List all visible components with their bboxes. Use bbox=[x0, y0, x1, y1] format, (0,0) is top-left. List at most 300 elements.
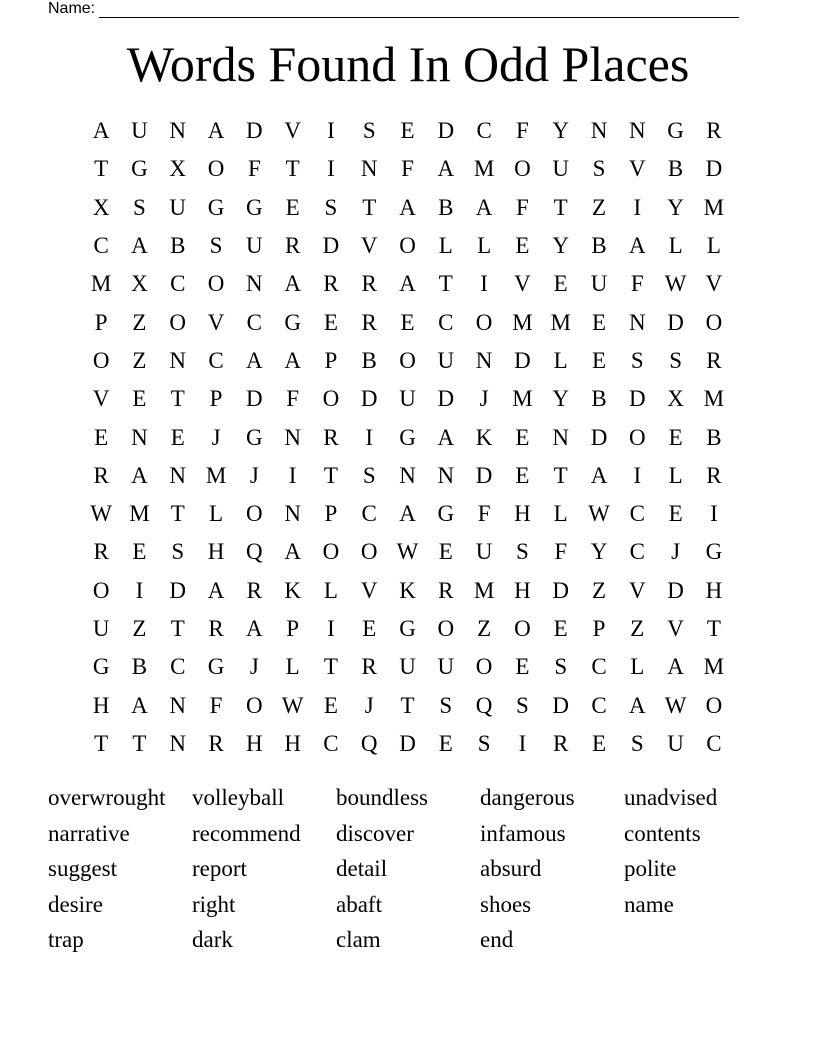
word-list-item: abaft bbox=[336, 891, 382, 917]
grid-cell: I bbox=[710, 501, 718, 527]
grid-cell: F bbox=[286, 386, 300, 412]
grid-cell: O bbox=[514, 156, 531, 182]
grid-cell: Z bbox=[477, 616, 492, 641]
grid-cell: I bbox=[480, 271, 488, 297]
word-list-item: shoes bbox=[480, 891, 532, 917]
grid-cell: C bbox=[706, 730, 722, 756]
grid-cell: A bbox=[131, 462, 148, 488]
grid-cell: W bbox=[664, 271, 687, 297]
grid-cell: T bbox=[170, 386, 185, 412]
page-title: Words Found In Odd Places bbox=[126, 36, 690, 92]
grid-cell: G bbox=[399, 616, 416, 641]
grid-cell: U bbox=[131, 118, 148, 144]
grid-cell: O bbox=[475, 309, 493, 335]
grid-cell: S bbox=[477, 730, 491, 756]
grid-cell: C bbox=[93, 233, 109, 259]
grid-cell: K bbox=[284, 577, 301, 603]
grid-cell: W bbox=[588, 501, 610, 527]
grid-cell: L bbox=[668, 233, 683, 259]
grid-cell: E bbox=[400, 309, 415, 335]
grid-cell: M bbox=[703, 386, 725, 412]
grid-cell: A bbox=[284, 347, 301, 373]
grid-cell: I bbox=[365, 424, 374, 450]
grid-cell: W bbox=[90, 501, 112, 527]
grid-cell: Y bbox=[590, 539, 608, 565]
grid-cell: G bbox=[705, 539, 723, 565]
grid-cell: R bbox=[361, 654, 377, 680]
grid-cell: N bbox=[169, 692, 187, 718]
grid-cell: R bbox=[208, 730, 224, 756]
name-field bbox=[48, 0, 739, 18]
grid-cell: F bbox=[401, 156, 414, 182]
grid-cell: P bbox=[209, 386, 223, 412]
grid-cell: N bbox=[552, 424, 570, 450]
grid-cell: L bbox=[477, 233, 492, 259]
grid-cell: L bbox=[323, 577, 338, 603]
grid-cell: G bbox=[207, 194, 225, 220]
grid-cell: L bbox=[438, 233, 453, 259]
grid-cell: R bbox=[706, 462, 722, 488]
grid-cell: L bbox=[668, 462, 683, 488]
grid-cell: T bbox=[362, 194, 377, 220]
grid-cell: O bbox=[207, 271, 225, 297]
grid-cell: V bbox=[705, 271, 723, 297]
grid-cell: L bbox=[630, 654, 645, 680]
grid-cell: U bbox=[246, 233, 263, 259]
grid-cell: E bbox=[515, 424, 530, 450]
grid-cell: A bbox=[399, 194, 416, 220]
grid-cell: A bbox=[246, 616, 263, 641]
grid-cell: L bbox=[706, 233, 721, 259]
grid-cell: R bbox=[93, 539, 109, 565]
grid-cell: Z bbox=[591, 577, 607, 603]
grid-cell: E bbox=[515, 233, 530, 259]
grid-cell: V bbox=[514, 271, 531, 297]
grid-cell: N bbox=[131, 424, 148, 450]
grid-cell: A bbox=[399, 501, 416, 527]
grid-cell: W bbox=[664, 692, 687, 718]
grid-cell: T bbox=[553, 194, 568, 220]
grid-cell: G bbox=[131, 156, 148, 182]
grid-cell: H bbox=[92, 692, 110, 718]
word-list-item: infamous bbox=[480, 820, 566, 846]
grid-cell: N bbox=[246, 271, 263, 297]
grid-cell: X bbox=[131, 271, 148, 297]
grid-cell: U bbox=[437, 347, 455, 373]
grid-cell: R bbox=[93, 462, 109, 488]
grid-cell: O bbox=[514, 616, 531, 641]
grid-cell: E bbox=[668, 424, 683, 450]
grid-cell: O bbox=[322, 386, 340, 412]
grid-cell: E bbox=[591, 730, 607, 756]
grid-cell: I bbox=[327, 118, 335, 144]
grid-cell: O bbox=[437, 616, 455, 641]
grid-cell: D bbox=[667, 577, 684, 603]
grid-cell: G bbox=[246, 424, 263, 450]
grid-cell: D bbox=[437, 118, 455, 144]
grid-cell: D bbox=[437, 386, 455, 412]
grid-cell: L bbox=[553, 347, 568, 373]
grid-cell: E bbox=[553, 271, 568, 297]
grid-cell: A bbox=[667, 654, 684, 680]
grid-cell: L bbox=[209, 501, 224, 527]
grid-cell: L bbox=[553, 501, 568, 527]
grid-cell: T bbox=[132, 730, 147, 756]
grid-cell: I bbox=[518, 730, 527, 756]
grid-cell: N bbox=[169, 118, 187, 144]
grid-cell: R bbox=[284, 233, 301, 259]
grid-cell: I bbox=[633, 462, 642, 488]
grid-cell: N bbox=[437, 462, 455, 488]
word-list-item: right bbox=[192, 891, 236, 917]
grid-cell: I bbox=[327, 156, 335, 182]
grid-cell: T bbox=[553, 462, 568, 488]
word-list-item: overwrought bbox=[48, 785, 166, 810]
grid-cell: I bbox=[135, 577, 144, 603]
word-list-item: suggest bbox=[48, 856, 117, 882]
grid-cell: J bbox=[364, 692, 374, 718]
grid-cell: O bbox=[92, 347, 110, 373]
word-list-item: desire bbox=[48, 891, 103, 917]
word-list-item: contents bbox=[624, 820, 701, 846]
grid-cell: O bbox=[360, 539, 378, 565]
grid-cell: A bbox=[437, 156, 455, 182]
word-list-item: dark bbox=[192, 927, 233, 953]
grid-cell: J bbox=[211, 424, 221, 450]
grid-cell: C bbox=[591, 692, 607, 718]
grid-cell: A bbox=[437, 424, 455, 450]
grid-cell: T bbox=[323, 462, 338, 488]
word-list-item: volleyball bbox=[192, 785, 284, 810]
word-list-item: absurd bbox=[480, 856, 542, 882]
grid-cell: S bbox=[669, 347, 682, 373]
grid-cell: Q bbox=[246, 539, 263, 565]
grid-cell: F bbox=[516, 194, 529, 220]
grid-cell: S bbox=[516, 539, 529, 565]
grid-cell: C bbox=[476, 118, 492, 144]
grid-cell: G bbox=[92, 654, 110, 680]
grid-cell: D bbox=[322, 233, 340, 259]
grid-cell: E bbox=[170, 424, 185, 450]
grid-cell: D bbox=[399, 730, 416, 756]
grid-cell: A bbox=[399, 271, 416, 297]
grid-cell: D bbox=[360, 386, 378, 412]
grid-cell: Z bbox=[132, 347, 147, 373]
grid-cell: Z bbox=[132, 616, 147, 641]
grid-cell: G bbox=[667, 118, 684, 144]
grid-cell: E bbox=[323, 309, 338, 335]
grid-cell: J bbox=[479, 386, 489, 412]
grid-cell: E bbox=[362, 616, 377, 641]
grid-cell: H bbox=[207, 539, 225, 565]
grid-cell: E bbox=[285, 194, 300, 220]
grid-cell: T bbox=[285, 156, 300, 182]
grid-cell: N bbox=[169, 347, 187, 373]
grid-cell: O bbox=[399, 347, 416, 373]
grid-cell: P bbox=[286, 616, 300, 641]
grid-cell: C bbox=[361, 501, 377, 527]
grid-cell: C bbox=[246, 309, 262, 335]
grid-cell: R bbox=[706, 118, 722, 144]
grid-cell: N bbox=[284, 501, 301, 527]
grid-cell: X bbox=[92, 194, 110, 220]
grid-cell: L bbox=[285, 654, 300, 680]
grid-cell: R bbox=[208, 616, 224, 641]
word-list-item: boundless bbox=[336, 785, 428, 810]
grid-cell: C bbox=[629, 501, 645, 527]
grid-cell: Z bbox=[630, 616, 645, 641]
grid-cell: G bbox=[284, 309, 301, 335]
grid-cell: E bbox=[438, 730, 453, 756]
grid-cell: M bbox=[205, 462, 227, 488]
grid-cell: T bbox=[170, 616, 185, 641]
grid-cell: F bbox=[554, 539, 568, 565]
grid-cell: Y bbox=[552, 118, 570, 144]
grid-cell: E bbox=[591, 309, 607, 335]
grid-cell: U bbox=[169, 194, 187, 220]
grid-cell: T bbox=[323, 654, 338, 680]
word-list-item: discover bbox=[336, 820, 414, 846]
grid-cell: U bbox=[475, 539, 493, 565]
name-label: Name: bbox=[48, 0, 96, 17]
grid-cell: E bbox=[438, 539, 453, 565]
grid-cell: Y bbox=[552, 386, 570, 412]
grid-cell: O bbox=[628, 424, 646, 450]
grid-cell: D bbox=[475, 462, 493, 488]
grid-cell: O bbox=[399, 233, 416, 259]
grid-cell: D bbox=[705, 156, 723, 182]
grid-cell: F bbox=[247, 156, 261, 182]
grid-cell: A bbox=[207, 577, 225, 603]
grid-cell: O bbox=[92, 577, 110, 603]
grid-cell: M bbox=[703, 654, 725, 680]
word-list-item: end bbox=[480, 927, 514, 953]
grid-cell: Q bbox=[475, 692, 493, 718]
grid-cell: F bbox=[477, 501, 491, 527]
grid-cell: U bbox=[552, 156, 570, 182]
word-list-item: narrative bbox=[48, 820, 130, 846]
grid-cell: P bbox=[94, 309, 108, 335]
word-list-item: unadvised bbox=[624, 785, 718, 810]
grid-cell: C bbox=[438, 309, 454, 335]
grid-cell: U bbox=[437, 654, 455, 680]
grid-cell: U bbox=[92, 616, 110, 641]
grid-cell: E bbox=[668, 501, 683, 527]
grid-cell: H bbox=[246, 730, 263, 756]
grid-cell: Y bbox=[667, 194, 684, 220]
grid-cell: O bbox=[705, 309, 723, 335]
grid-cell: E bbox=[591, 347, 607, 373]
grid-cell: N bbox=[628, 118, 646, 144]
grid-cell: Z bbox=[591, 194, 607, 220]
grid-cell: U bbox=[399, 386, 416, 412]
grid-cell: Y bbox=[552, 233, 570, 259]
grid-cell: O bbox=[705, 692, 723, 718]
grid-cell: A bbox=[284, 271, 301, 297]
grid-cell: O bbox=[246, 501, 263, 527]
grid-cell: D bbox=[552, 577, 570, 603]
grid-cell: E bbox=[132, 539, 147, 565]
grid-cell: A bbox=[284, 539, 301, 565]
grid-cell: R bbox=[706, 347, 722, 373]
grid-cell: D bbox=[667, 309, 684, 335]
grid-cell: O bbox=[169, 309, 187, 335]
grid-cell: O bbox=[246, 692, 263, 718]
grid-cell: I bbox=[288, 462, 297, 488]
grid-cell: E bbox=[515, 654, 530, 680]
grid-cell: T bbox=[94, 156, 109, 182]
grid-cell: R bbox=[246, 577, 262, 603]
grid-cell: A bbox=[590, 462, 608, 488]
grid-cell: J bbox=[249, 654, 259, 680]
grid-cell: J bbox=[249, 462, 259, 488]
grid-cell: A bbox=[628, 692, 646, 718]
grid-cell: M bbox=[473, 577, 495, 603]
word-list-item: dangerous bbox=[480, 785, 575, 810]
grid-cell: D bbox=[590, 424, 608, 450]
grid-cell: S bbox=[133, 194, 146, 220]
grid-cell: D bbox=[246, 118, 263, 144]
grid-cell: K bbox=[475, 424, 493, 450]
grid-cell: D bbox=[514, 347, 531, 373]
grid-cell: P bbox=[592, 616, 606, 641]
grid-cell: V bbox=[628, 156, 646, 182]
grid-cell: A bbox=[131, 233, 148, 259]
word-list-item: trap bbox=[48, 927, 84, 953]
grid-cell: N bbox=[284, 424, 301, 450]
word-list-item: name bbox=[624, 891, 674, 917]
grid-cell: A bbox=[628, 233, 646, 259]
grid-cell: E bbox=[132, 386, 147, 412]
grid-cell: B bbox=[591, 386, 607, 412]
grid-cell: S bbox=[171, 539, 185, 565]
grid-cell: N bbox=[628, 309, 646, 335]
grid-cell: B bbox=[361, 347, 377, 373]
grid-cell: T bbox=[400, 692, 415, 718]
grid-cell: B bbox=[131, 654, 148, 680]
grid-cell: V bbox=[667, 616, 684, 641]
word-list-item: detail bbox=[336, 856, 388, 882]
grid-cell: X bbox=[667, 386, 684, 412]
name-line bbox=[99, 3, 739, 18]
grid-cell: S bbox=[554, 654, 568, 680]
grid-cell: N bbox=[169, 730, 187, 756]
grid-cell: N bbox=[360, 156, 378, 182]
word-list-item: polite bbox=[624, 856, 677, 882]
grid-cell: P bbox=[324, 501, 338, 527]
grid-cell: S bbox=[209, 233, 223, 259]
grid-cell: S bbox=[592, 156, 606, 182]
grid-cell: J bbox=[671, 539, 681, 565]
grid-cell: O bbox=[207, 156, 225, 182]
word-list-item: clam bbox=[336, 927, 381, 953]
grid-cell: C bbox=[208, 347, 224, 373]
grid-cell: B bbox=[170, 233, 186, 259]
grid-cell: T bbox=[170, 501, 185, 527]
grid-cell: E bbox=[94, 424, 109, 450]
grid-cell: D bbox=[246, 386, 263, 412]
grid-cell: A bbox=[475, 194, 493, 220]
grid-cell: B bbox=[706, 424, 722, 450]
grid-cell: E bbox=[323, 692, 338, 718]
grid-cell: G bbox=[437, 501, 455, 527]
grid-cell: P bbox=[324, 347, 338, 373]
grid-cell: B bbox=[667, 156, 684, 182]
grid-cell: R bbox=[361, 271, 377, 297]
letter-grid bbox=[82, 112, 733, 763]
grid-cell: S bbox=[630, 730, 644, 756]
grid-cell: F bbox=[630, 271, 644, 297]
grid-cell: F bbox=[209, 692, 223, 718]
grid-cell: I bbox=[327, 616, 335, 641]
grid-cell: R bbox=[553, 730, 569, 756]
grid-cell: E bbox=[553, 616, 568, 641]
grid-cell: V bbox=[92, 386, 110, 412]
grid-cell: C bbox=[591, 654, 607, 680]
grid-cell: R bbox=[323, 424, 339, 450]
grid-cell: A bbox=[131, 692, 148, 718]
grid-cell: U bbox=[399, 654, 416, 680]
grid-cell: C bbox=[170, 271, 186, 297]
grid-cell: N bbox=[590, 118, 608, 144]
grid-cell: U bbox=[667, 730, 684, 756]
grid-cell: S bbox=[324, 194, 338, 220]
grid-cell: T bbox=[706, 616, 721, 641]
grid-cell: T bbox=[438, 271, 453, 297]
grid-cell: E bbox=[515, 462, 530, 488]
grid-cell: S bbox=[439, 692, 453, 718]
word-list-item: recommend bbox=[192, 820, 301, 846]
grid-cell: N bbox=[169, 462, 187, 488]
grid-cell: T bbox=[94, 730, 109, 756]
grid-cell: M bbox=[473, 156, 495, 182]
grid-cell: M bbox=[703, 194, 725, 220]
grid-cell: C bbox=[323, 730, 339, 756]
grid-cell: M bbox=[90, 271, 112, 297]
grid-cell: B bbox=[438, 194, 454, 220]
grid-cell: V bbox=[628, 577, 646, 603]
grid-cell: O bbox=[322, 539, 340, 565]
grid-cell: S bbox=[516, 692, 529, 718]
grid-cell: G bbox=[246, 194, 263, 220]
grid-cell: E bbox=[400, 118, 415, 144]
grid-cell: V bbox=[207, 309, 225, 335]
word-list bbox=[48, 780, 768, 958]
grid-cell: G bbox=[207, 654, 225, 680]
grid-cell: V bbox=[360, 577, 378, 603]
grid-cell: O bbox=[475, 654, 493, 680]
grid-cell: R bbox=[323, 271, 339, 297]
grid-cell: X bbox=[169, 156, 187, 182]
grid-cell: F bbox=[516, 118, 529, 144]
grid-cell: H bbox=[514, 577, 531, 603]
grid-cell: D bbox=[628, 386, 646, 412]
grid-cell: H bbox=[284, 730, 301, 756]
grid-cell: R bbox=[438, 577, 454, 603]
grid-cell: M bbox=[129, 501, 150, 527]
grid-cell: C bbox=[629, 539, 645, 565]
grid-cell: A bbox=[207, 118, 225, 144]
grid-cell: N bbox=[399, 462, 416, 488]
grid-cell: A bbox=[246, 347, 263, 373]
grid-cell: I bbox=[633, 194, 642, 220]
grid-cell: D bbox=[552, 692, 570, 718]
grid-cell: U bbox=[590, 271, 608, 297]
grid-cell: D bbox=[169, 577, 187, 603]
grid-cell: W bbox=[396, 539, 419, 565]
grid-cell: M bbox=[550, 309, 571, 335]
grid-cell: V bbox=[284, 118, 301, 144]
